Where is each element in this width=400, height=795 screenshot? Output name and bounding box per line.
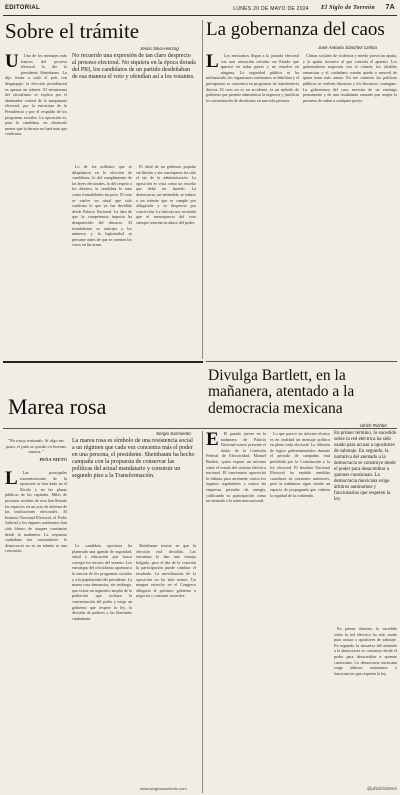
article4-author: Ulrich Richter — [360, 423, 388, 428]
article4-blurb: En primer término, lo sucedido sobre la red eléctrica ha sido usado para acusar a opositores de sabotaje. En segundo, la narrativa del atentado a la democracia se construye desde el poder para desacreditar a quienes cuestionan. La democracia mexicana exige árbitros autónomos y funcionarios que respeten la ley. — [334, 431, 397, 502]
article3-email[interactable]: www.sergiosarmiento.com — [140, 786, 187, 791]
article4-col3-text: En primer término, lo sucedido sobre la red eléctrica ha sido usado para acusar a opositores de sabotaje. En segundo, la narrativa del atentado a la democracia se construye desde el poder para desacreditar a quienes cuestionan. La democracia mexicana exige árbitros autónomos y funcionarios que respeten la ley. — [334, 626, 397, 676]
article3-title: Marea rosa — [8, 394, 107, 419]
page-header — [3, 2, 397, 16]
article1-col1-text: Uno de los mensajes más francos del proceso electoral lo dio la presidenta Sheinbaum. Lo dijo frente a todo el país con desparpajo: la elección presidencial es apenas un trámite. El entusiasmo del oficialismo se explica por el abrumador control de la maquinaria electoral, por la estructura de la Presidencia y por el respaldo de los programas sociales. La oposición es, para la candidata, un obstáculo menor que la derrota no hará más que confirmar. — [5, 53, 67, 137]
article1-blurb: No recuerdo una expresión de tan claro desprecio al proceso electoral. No siquiera en la época dorada del PRI, los candidatos de un partido desdeñaban de esa manera el voto y ofendían así a los votantes. — [72, 53, 196, 80]
section-label: EDITORIAL — [5, 5, 40, 11]
article2-col1 — [206, 53, 299, 357]
article1-col3-text: El ideal de un gobierno popular sin límites y sin contrapesos ha sido el eje de la administración. La oposición es vista como un estorbo que debe ser barrido. La democracia, así entendida, se reduce a un trámite que se cumple por obligación y se desprecia por convicción. La historia nos recuerda que el menosprecio del voto siempre termina en abuso del poder. — [136, 164, 196, 225]
column-divider — [202, 431, 203, 793]
article3-col2-text: La candidata opositora ha planteado una agenda de seguridad, salud y educación que busca corregir los errores del sexenio. Los estrategas del oficialismo apuestan a la inercia de los programas sociales y a la popularidad del presidente. La marea rosa demuestra, sin embargo, que existe un segmento amplio de la población que rechaza la concentración del poder y exige un gobierno que respete la ley, la división de poderes y las libertades ciudadanas. — [72, 543, 132, 621]
article3-col3-text: Sheinbaum insiste en que la elección está decidida. Las encuestas le dan una ventaja holgada, pero el día de la votación la participación puede cambiar el resultado. La movilización de la oposición no ha sido menor. Un margen estrecho en el Congreso obligaría al próximo gobierno a negociar y construir acuerdos. — [136, 543, 196, 599]
pullquote-text: "No estoy tratando. Si algo me pasa, el país se queda en buenas manos." — [5, 438, 67, 454]
article4-col3 — [334, 626, 397, 786]
article2-col1-text: Los mexicanos llegan a la jornada electoral con una sensación extraña: un Estado que aparece en todas partes y no resuelve en ninguna. La seguridad pública se ha militarizado, los organismos autónomos se debilitan y el presupuesto se concentra en programas de transferencia directa. El caos no es un accidente, es un método de gobierno que permite administrar la urgencia y justificar la concentración de decisiones en una sola persona. — [206, 53, 299, 103]
article4-col2 — [270, 431, 330, 793]
article1-author: Jesús Silva-Herzog — [140, 46, 179, 51]
dropcap: E — [206, 431, 219, 450]
article1-title: Sobre el trámite — [5, 19, 140, 43]
section-divider — [3, 361, 203, 363]
dropcap: U — [5, 53, 19, 72]
divider — [206, 361, 397, 362]
article3-col3 — [136, 543, 196, 783]
page-number: 7A — [385, 4, 395, 11]
article4-col2-text: Lo que parece un informe técnico es en realidad un mensaje político en plena veda electoral. La difusión de logros gubernamentales durante el periodo de campañas está prohibida por la Constitución y la ley electoral. El Instituto Nacional Electoral ha emitido medidas cautelares en ocasiones anteriores, pero la mañanera sigue siendo un espacio de propaganda que vulnera la equidad de la contienda. — [270, 431, 330, 498]
article3-col1 — [5, 470, 67, 792]
pullquote-source: PEÑA NIETO — [39, 456, 67, 462]
article1-col1 — [5, 53, 67, 357]
article4-title: Divulga Bartlett, en la mañanera, atentado a la democracia mexicana — [208, 367, 355, 417]
column-divider — [202, 20, 203, 359]
article1-col3 — [136, 164, 196, 357]
article3-author: Sergio Sarmiento — [156, 431, 191, 436]
article1-col2-text: Lo de los millones que se dilapidaron en la elección de candidatos, lo del cumplimiento de las leyes electorales, lo del respeto a los árbitros, la candidata lo trata como formalidades sin peso. El voto se vuelve un ritual que solo confirma lo que ya fue decidido desde Palacio Nacional. La idea de que la competencia importa ha desaparecido del discurso. El triunfalismo se anticipa a los números y la legitimidad se presume antes de que se cuenten los votos en las urnas. — [72, 164, 132, 248]
article2-title: La gobernanza del caos — [206, 19, 385, 40]
article4-signature: @ulrichrichterm — [366, 786, 397, 791]
article4-col1-text: El pasado jueves en la mañanera de Palacio Nacional estuvo presente el titular de la Comisión Federal de Electricidad, Manuel Bartlett, quien expuso un informe sobre el estado del sistema eléctrico nacional. El funcionario aprovechó la tribuna para arremeter contra los órganos reguladores y contra las empresas privadas de energía, calificando su participación como un atentado a la soberanía nacional. — [206, 431, 266, 504]
article1-col2 — [72, 164, 132, 357]
article4-col1 — [206, 431, 266, 793]
issue-date: LUNES 20 DE MAYO DE 2024 — [233, 6, 309, 12]
article2-col2-text: Climas sociales de violencia y miedo provocan apatía, y la apatía favorece al que controla el aparato. Los gobernadores negocian con el crimen, los alcaldes renuncian y el ciudadano común queda a merced de quien tiene más armas. En ese contexto las políticas públicas se vuelven discursos y los discursos, consignas. La gobernanza del caos necesita de un enemigo permanente y de una ciudadanía cansada que acepte la promesa de orden a cualquier precio. — [303, 53, 397, 103]
newspaper-name: El Siglo de Torreón — [321, 5, 375, 11]
dropcap: L — [206, 53, 219, 72]
article2-col2 — [303, 53, 397, 357]
dropcap: L — [5, 470, 18, 489]
article3-col1-text: Las principales concentraciones de la oposición se han dado en el Zócalo y en las plazas públicas de las capitales. Miles de personas vestidas de rosa han llenado los espacios en un acto de defensa de las instituciones electorales. El Instituto Nacional Electoral, el Poder Judicial y los órganos autónomos han sido blanco de ataques constantes desde la mañanera. La respuesta ciudadana fue contundente: la democracia no es un trámite ni una concesión. — [5, 470, 67, 554]
article3-col2 — [72, 543, 132, 783]
divider — [3, 428, 397, 429]
article2-author: José Antonio Sánchez Cetina — [318, 45, 377, 50]
article3-blurb: La marea rosa es símbolo de una resistencia social a un régimen que cada vez concentra más el poder en una persona, el presidente. Sheinbaum ha hecho campaña con la propuesta de conservar las políticas del actual mandatario y construir un segundo piso a la Transformación. — [72, 438, 195, 479]
article3-pullquote — [5, 438, 67, 462]
